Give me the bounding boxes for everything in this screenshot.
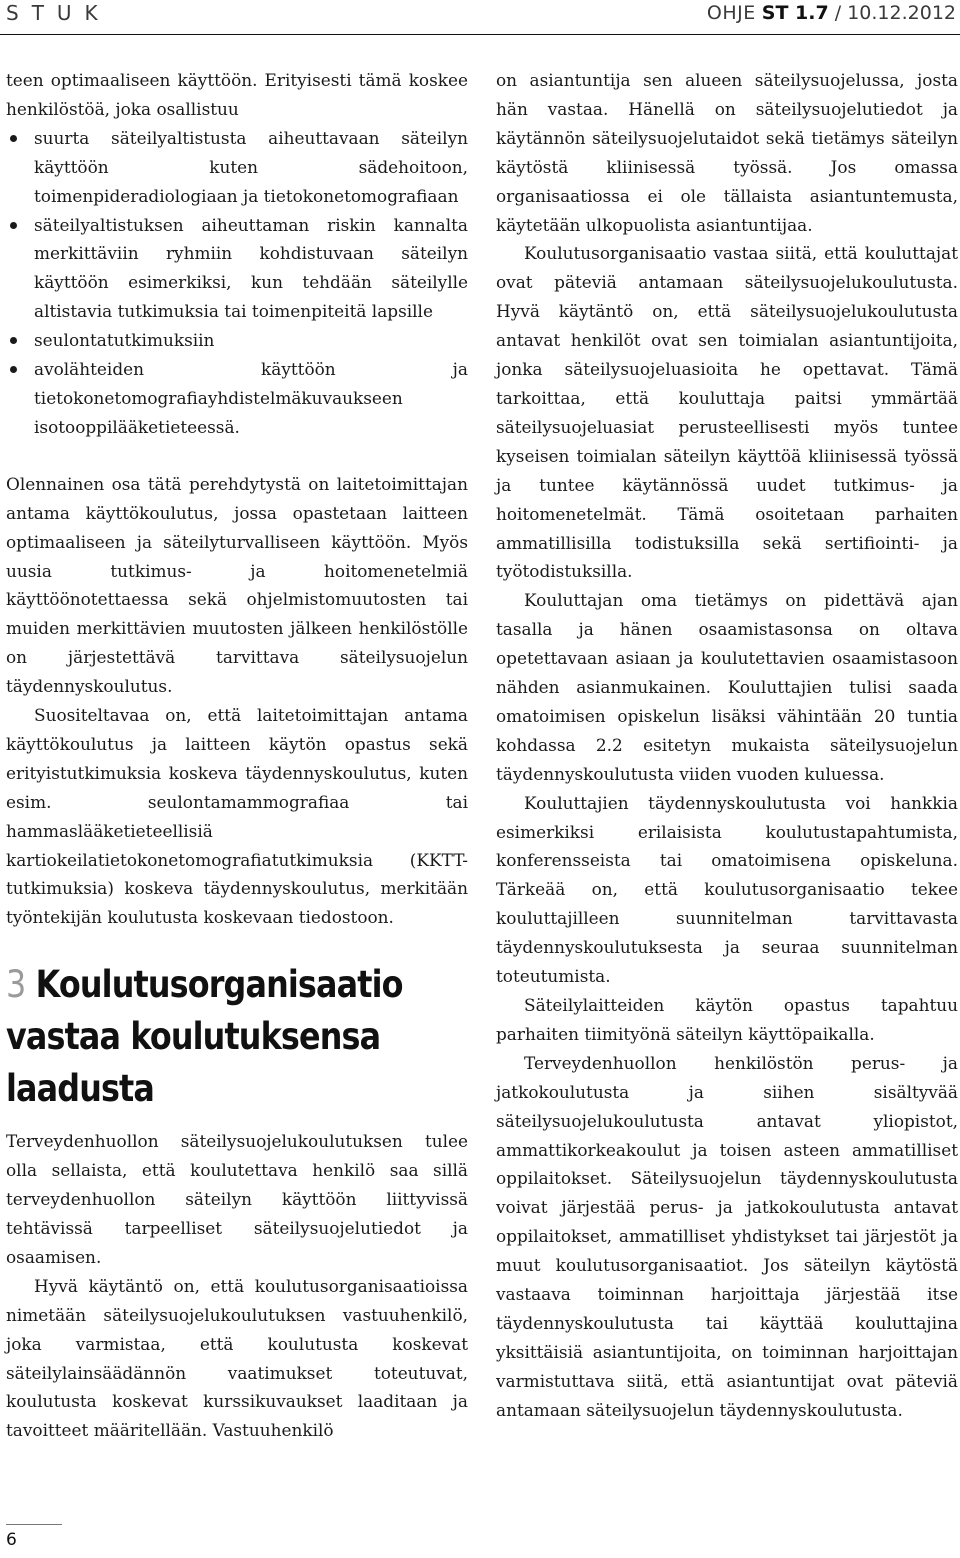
body-paragraph: on asiantuntija sen alueen säteilysuojelussa, josta hän vastaa. Hänellä on säteilysuojelutiedot ja käytännön säteilysuojelutaidot sekä tietämys säteilyn käytöstä kliinisessä työssä. Jos omassa organisaatiossa ei ole tällaista asiantuntemusta, käytetään ulkopuolista asiantuntijaa.	[496, 70, 958, 235]
guide-reference	[707, 2, 956, 24]
header-divider	[0, 34, 960, 35]
bullet-item: suurta säteilyaltistusta aiheuttavaan säteilyn käyttöön kuten sädehoitoon, toimenpideradiologiaan ja tietokonetomografiaan	[6, 124, 468, 211]
body-paragraph: Hyvä käytäntö on, että koulutusorganisaatioissa nimetään säteilysuojelukoulutuksen vastuuhenkilö, joka varmistaa, että koulutusta koskevat säteilylainsäädännön vaatimukset toteutuvat, koulutusta koskevat kurssikuvaukset laaditaan ja tavoitteet määritellään. Vastuuhenkilö	[6, 1275, 468, 1441]
body-paragraph: Olennainen osa tätä perehdytystä on laitetoimittajan antama käyttökoulutus, jossa opastetaan laitteen optimaaliseen ja säteilyturvalliseen käyttöön. Myös uusia tutkimus- ja hoitomenetelmiä käyttöönotettaessa sekä ohjelmistomuutosten tai muiden merkittävien muutosten jälkeen henkilöstölle on järjestettävä tarvittava säteilysuojelun täydennyskoulutus.	[6, 473, 468, 697]
body-paragraph: Suositeltavaa on, että laitetoimittajan antama käyttökoulutus ja laitteen käytön opastus sekä erityistutkimuksia koskeva täydennyskoulutus, kuten esim. seulontamammografiaa tai hammaslääketieteellisiä kartiokeilatietokonetomografiatutkimuksia (KKTT-tutkimuksia) koskeva täydennyskoulutus, merkitään työntekijän koulutusta koskevaan tiedostoon.	[6, 705, 468, 928]
bullet-list	[6, 124, 468, 442]
section-number: 3	[6, 963, 26, 1007]
body-paragraph: Terveydenhuollon henkilöstön perus- ja jatkokoulutusta ja siihen sisältyvää säteilysuojelukoulutusta antavat yliopistot, ammattikorkeakoulut ja toisen asteen ammatilliset oppilaitokset. Säteilysuojelun täydennyskoulutusta voivat järjestää perus- ja jatkokoulutusta antavat oppilaitokset, ammatilliset yhdistykset tai järjestöt ja muut koulutusorganisaatiot. Jos säteilyn käytöstä vastaava toiminnan harjoittaja järjestää itse täydennyskoulutusta tai käyttää kouluttajina yksittäisiä asiantuntijoita, on toiminnan harjoittajan varmistuttava siitä, että asiantuntijat ovat päteviä antamaan säteilysuojelun täydennyskoulutusta.	[496, 1052, 958, 1420]
bullet-item: avolähteiden käyttöön ja tietokonetomografiayhdistelmäkuvaukseen isotooppilääketieteessä.	[6, 355, 468, 442]
guide-separator: /	[828, 2, 848, 24]
section-title: Koulutusorganisaatio vastaa koulutuksensa laadusta	[6, 963, 403, 1111]
body-paragraph: Säteilylaitteiden käytön opastus tapahtuu parhaiten tiimityönä säteilyn käyttöpaikalla.	[496, 995, 958, 1044]
right-column	[496, 66, 958, 1425]
footer-divider	[6, 1524, 62, 1525]
body-paragraph: Terveydenhuollon säteilysuojelukoulutuksen tulee olla sellaista, että koulutettava henkilö saa sillä terveydenhuollon säteilyn käyttöön liittyvissä tehtävissä tarpeelliset säteilysuojelutiedot ja osaamisen.	[6, 1131, 468, 1267]
guide-prefix: OHJE	[706, 2, 756, 24]
left-column	[6, 66, 468, 1445]
intro-paragraph: teen optimaaliseen käyttöön. Erityisesti tämä koskee henkilöstöä, joka osallistuu	[6, 70, 468, 119]
body-paragraph: Kouluttajien täydennyskoulutusta voi hankkia esimerkiksi erilaisista koulutustapahtumista, konferensseista tai omatoimisena opiskeluna. Tärkeää on, että koulutusorganisaatio tekee kouluttajilleen suunnitelman tarvittavasta täydennyskoulutuksesta ja seuraa suunnitelman toteutumista.	[496, 792, 958, 987]
section-heading	[6, 959, 470, 1115]
bullet-item: säteilyaltistuksen aiheuttaman riskin kannalta merkittäviin ryhmiin kohdistuvaan säteilyn käyttöön esimerkiksi, kun tehdään säteilylle altistavia tutkimuksia tai toimenpiteitä lapsille	[6, 211, 468, 327]
guide-code: ST 1.7	[761, 2, 829, 24]
bullet-item: seulontatutkimuksiin	[6, 326, 468, 355]
page-number: 6	[6, 1530, 17, 1550]
body-paragraph: Koulutusorganisaatio vastaa siitä, että kouluttajat ovat päteviä antamaan säteilysuojelukoulutusta. Hyvä käytäntö on, että säteilysuojelukoulutusta antavat henkilöt ovat sen toimialan asiantuntijoita, jonka säteilysuojeluasioita he opettavat. Tämä tarkoittaa, että kouluttaja paitsi ymmärtää säteilysuojeluasiat perusteellisesti myös tuntee kyseisen toimialan säteilyn käyttöä kliinisessä työssä ja tuntee käytännössä uudet tutkimus- ja hoitomenetelmät. Tämä osoitetaan parhaiten ammatillisilla todistuksilla sekä sertifiointi- ja työtodistuksilla.	[496, 243, 958, 582]
guide-date: 10.12.2012	[847, 2, 956, 24]
body-paragraph: Kouluttajan oma tietämys on pidettävä ajan tasalla ja hänen osaamistasonsa on oltava opetettavaan asiaan ja koulutettavien osaamistasoon nähden asianmukainen. Kouluttajien tulisi saada omatoimisen opiskelun lisäksi vähintään 20 tuntia kohdassa 2.2 esitetyn mukaista säteilysuojelun täydennyskoulutusta viiden vuoden kuluessa.	[496, 590, 958, 784]
stuk-logo: STUK	[6, 1, 111, 25]
